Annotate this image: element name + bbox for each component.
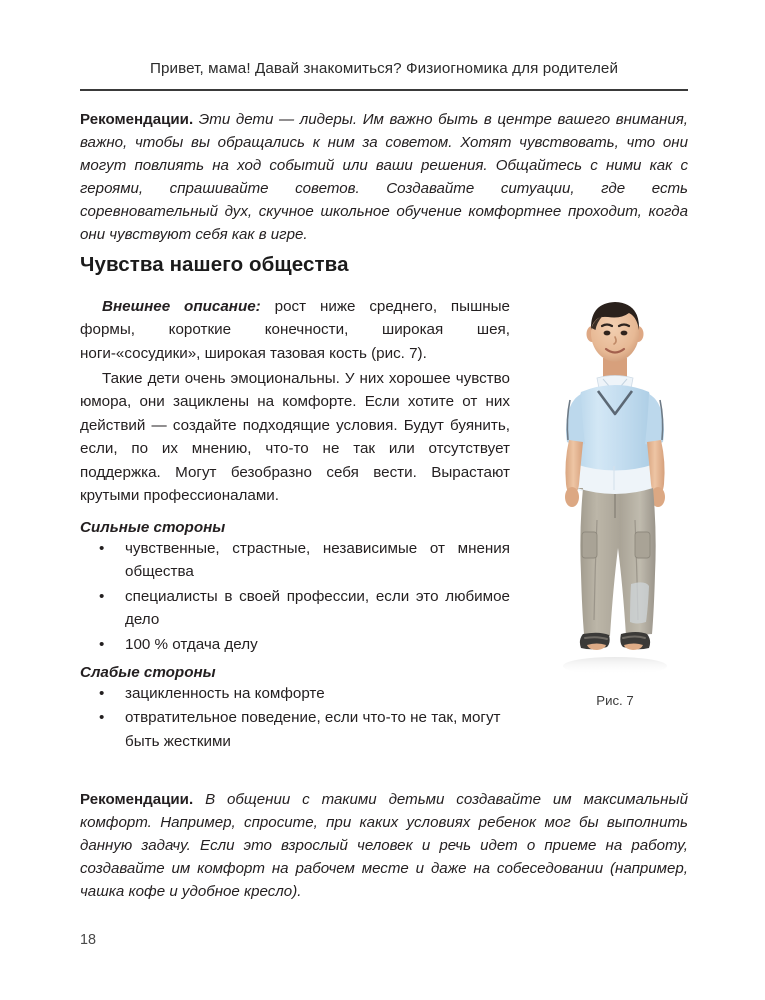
- header-rule: [80, 89, 688, 91]
- appearance-block: [80, 295, 510, 365]
- bottom-recommendation-block: [80, 788, 688, 903]
- description-block: [80, 367, 510, 507]
- top-recommendation-lead: Рекомендации.: [80, 111, 194, 128]
- list-item-text: зацикленность на комфорте: [125, 685, 325, 702]
- top-recommendation-paragraph: [80, 108, 688, 247]
- bullet-icon: •: [99, 635, 105, 653]
- list-item-text: отвратительное поведение, если что-то не так, могут быть жесткими: [125, 709, 501, 750]
- section-title: Чувства нашего общества: [80, 253, 349, 276]
- weaknesses-block: [80, 664, 510, 753]
- bullet-icon: •: [99, 540, 105, 557]
- description-paragraph: Такие дети очень эмоциональны. У них хорошее чувство юмора, они зациклены на комфорте. Если хотите от них действий — создайте подходящие условия. Будут буянить, если, по их мнению, что-то не так или отсутствует поддержка. Могут безобразно себя вести. Вырастают крутыми профессионалами.: [80, 370, 510, 505]
- strengths-block: [80, 519, 510, 656]
- list-item-text: чувственные, страстные, независимые от мнения общества: [125, 540, 510, 581]
- boy-illustration: [525, 288, 705, 680]
- appearance-lead: Внешнее описание:: [102, 298, 261, 315]
- figure-caption: Рис. 7: [596, 693, 634, 708]
- bullet-icon: •: [99, 685, 105, 702]
- list-item-text: специалисты в своей профессии, если это любимое дело: [125, 587, 510, 629]
- list-item: [80, 682, 510, 705]
- top-recommendation-body: Эти дети — лидеры. Им важно быть в центре вашего внимания, важно, чтобы вы обращались к ним за советом. Хотят чувствовать, что они могут повлиять на ход событий или ваши решения. Общайтесь с ними как с героями, спрашивайте советов. Создавайте ситуации, где есть соревновательный дух, скучное школьное обучение комфортнее проходит, когда они чувствуют себя как в игре.: [80, 111, 688, 244]
- weaknesses-list: [80, 682, 510, 753]
- list-item: [80, 537, 510, 584]
- list-item-text: 100 % отдача делу: [125, 635, 258, 653]
- bottom-recommendation-paragraph: [80, 788, 688, 903]
- appearance-body: рост ниже среднего, пышные формы, короткие конечности, широкая шея, ноги-«сосудики», широкая тазовая кость (рис. 7).: [80, 298, 511, 362]
- weaknesses-label: Слабые стороны: [80, 664, 216, 681]
- list-item: [80, 706, 510, 753]
- bottom-recommendation-lead: Рекомендации.: [80, 791, 194, 808]
- top-recommendation-block: [80, 108, 688, 247]
- running-head: Привет, мама! Давай знакомиться? Физиогномика для родителей: [149, 60, 619, 77]
- page-number: 18: [80, 932, 97, 948]
- list-item: [80, 585, 510, 632]
- bullet-icon: •: [99, 709, 105, 727]
- list-item: [80, 633, 510, 656]
- strengths-list: [80, 537, 510, 656]
- bottom-recommendation-body: В общении с такими детьми создавайте им максимальный комфорт. Например, спросите, при каких условиях ребенок мог бы выполнить данную задачу. Если это взрослый человек и речь идет о приеме на работу, создавайте им комфорт на рабочем месте и даже на собеседовании (например, чашка кофе и удобное кресло).: [80, 791, 688, 901]
- strengths-label: Сильные стороны: [80, 519, 226, 536]
- appearance-paragraph: [80, 295, 510, 365]
- figure-photo-boy: [525, 288, 705, 680]
- bullet-icon: •: [99, 587, 105, 605]
